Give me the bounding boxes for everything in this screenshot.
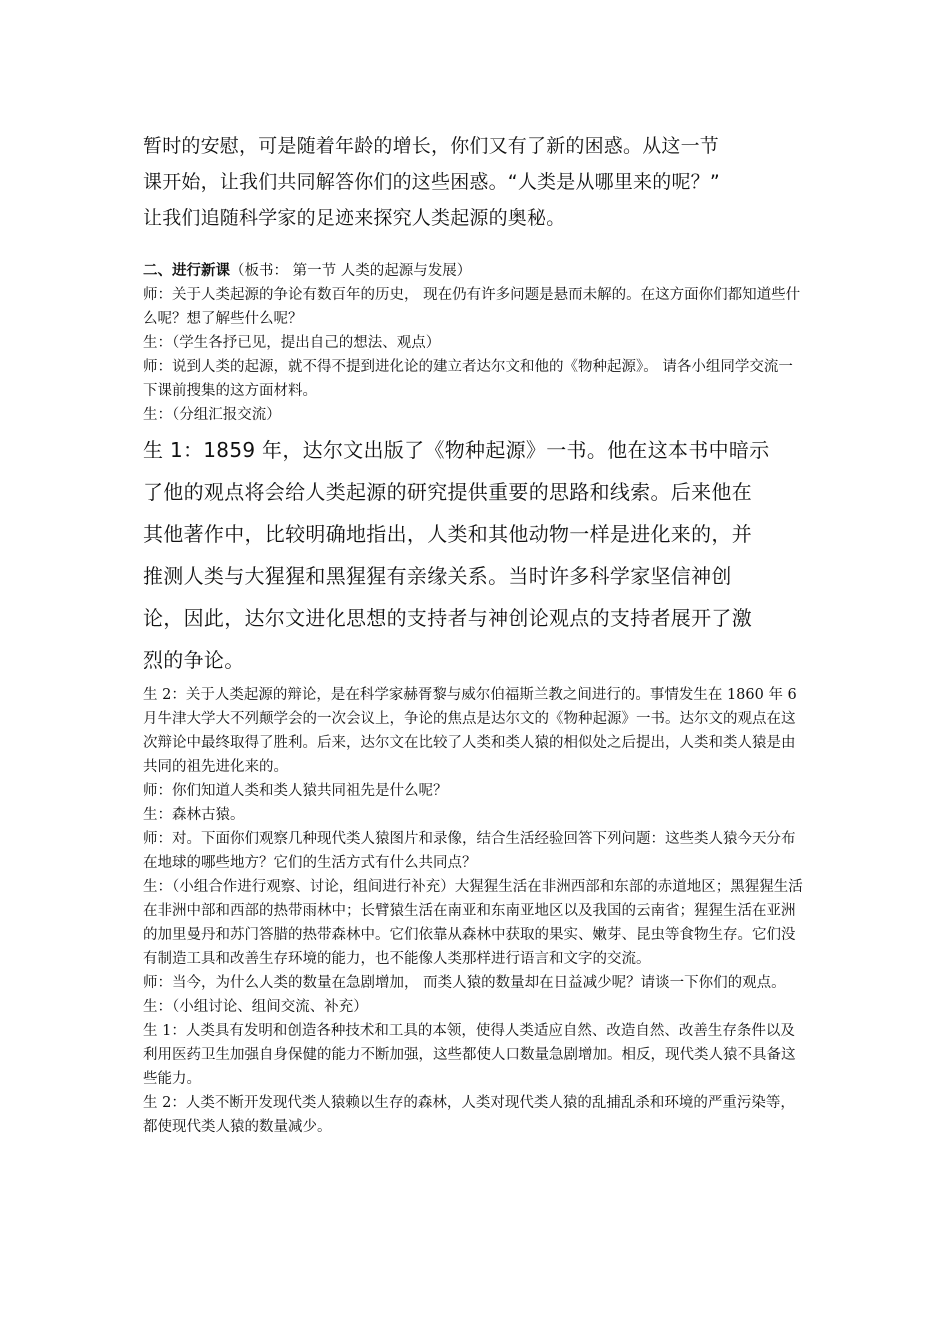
student-line: 生 2：人类不断开发现代类人猿赖以生存的森林，人类对现代类人猿的乱捕乱杀和环境的严重污染等，都使现代类人猿的数量减少。 (143, 1095, 795, 1135)
intro-paragraph (143, 128, 783, 236)
report-line: 论，因此，达尔文进化思想的支持者与神创论观点的支持者展开了激 (143, 606, 752, 630)
intro-line: 让我们追随科学家的足迹来探究人类起源的奥秘。 (143, 207, 566, 229)
report-line: 推测人类与大猩猩和黑猩猩有亲缘关系。当时许多科学家坚信神创 (143, 564, 732, 588)
report-line: 其他著作中，比较明确地指出，人类和其他动物一样是进化来的，并 (143, 522, 752, 546)
student-line: 生：（小组合作进行观察、讨论，组间进行补充）大猩猩生活在非洲西部和东部的赤道地区；黑猩猩生活在非洲中部和西部的热带雨林中；长臂猿生活在南亚和东南亚地区以及我国的云南省；猩猩生活在亚洲的加里曼丹和苏门答腊的热带森林中。它们依靠从森林中获取的果实、嫩芽、昆虫等食物生存。它们没有制造工具和改善生存环境的能力，也不能像人类那样进行语言和文字的交流。 (143, 879, 803, 967)
section-note: （板书： 第一节 人类的起源与发展） (230, 263, 472, 279)
section-title: 二、进行新课 (143, 262, 230, 279)
section-heading (143, 259, 807, 283)
student-line: 生：森林古猿。 (143, 807, 245, 823)
report-line: 生 1：1859 年，达尔文出版了《物种起源》一书。他在这本书中暗示 (143, 438, 770, 462)
teacher-line: 师：当今，为什么人类的数量在急剧增加， 而类人猿的数量却在日益减少呢？请谈一下你们的观点。 (143, 975, 786, 991)
intro-line: 课开始，让我们共同解答你们的这些困惑。“人类是从哪里来的呢？” (143, 171, 720, 193)
student2-report: 生 2：关于人类起源的辩论，是在科学家赫胥黎与威尔伯福斯兰教之间进行的。事情发生在 1860 年 6 月牛津大学大不列颠学会的一次会议上，争论的焦点是达尔文的《物种起源》一书。达尔文的观点在这次辩论中最终取得了胜利。后来，达尔文在比较了人类和类人猿的相似处之后提出，人类和类人猿是由共同的祖先进化来的。 (143, 687, 797, 775)
student-line: 生：（小组讨论、组间交流、补充） (143, 999, 368, 1015)
teacher-line: 师：对。下面你们观察几种现代类人猿图片和录像，结合生活经验回答下列问题：这些类人猿今天分布在地球的哪些地方？它们的生活方式有什么共同点？ (143, 831, 796, 871)
teacher-line: 师：说到人类的起源，就不得不提到进化论的建立者达尔文和他的《物种起源》。 请各小组同学交流一下课前搜集的这方面材料。 (143, 359, 793, 399)
student-line: 生：（分组汇报交流） (143, 407, 281, 423)
lesson-body (143, 259, 807, 1139)
student1-report (143, 429, 807, 681)
student-line: 生：（学生各抒已见，提出自己的想法、观点） (143, 335, 441, 351)
teacher-line: 师：你们知道人类和类人猿共同祖先是什么呢？ (143, 783, 448, 799)
report-line: 烈的争论。 (143, 648, 245, 672)
teacher-line: 师：关于人类起源的争论有数百年的历史， 现在仍有许多问题是悬而未解的。在这方面你们都知道些什么呢？想了解些什么呢？ (143, 287, 801, 327)
report-line: 了他的观点将会给人类起源的研究提供重要的思路和线索。后来他在 (143, 480, 752, 504)
intro-line: 暂时的安慰，可是随着年龄的增长，你们又有了新的困惑。从这一节 (143, 135, 720, 157)
student-line: 生 1：人类具有发明和创造各种技术和工具的本领，使得人类适应自然、改造自然、改善生存条件以及利用医药卫生加强自身保健的能力不断加强，这些都使人口数量急剧增加。相反，现代类人猿不具备这些能力。 (143, 1023, 796, 1087)
